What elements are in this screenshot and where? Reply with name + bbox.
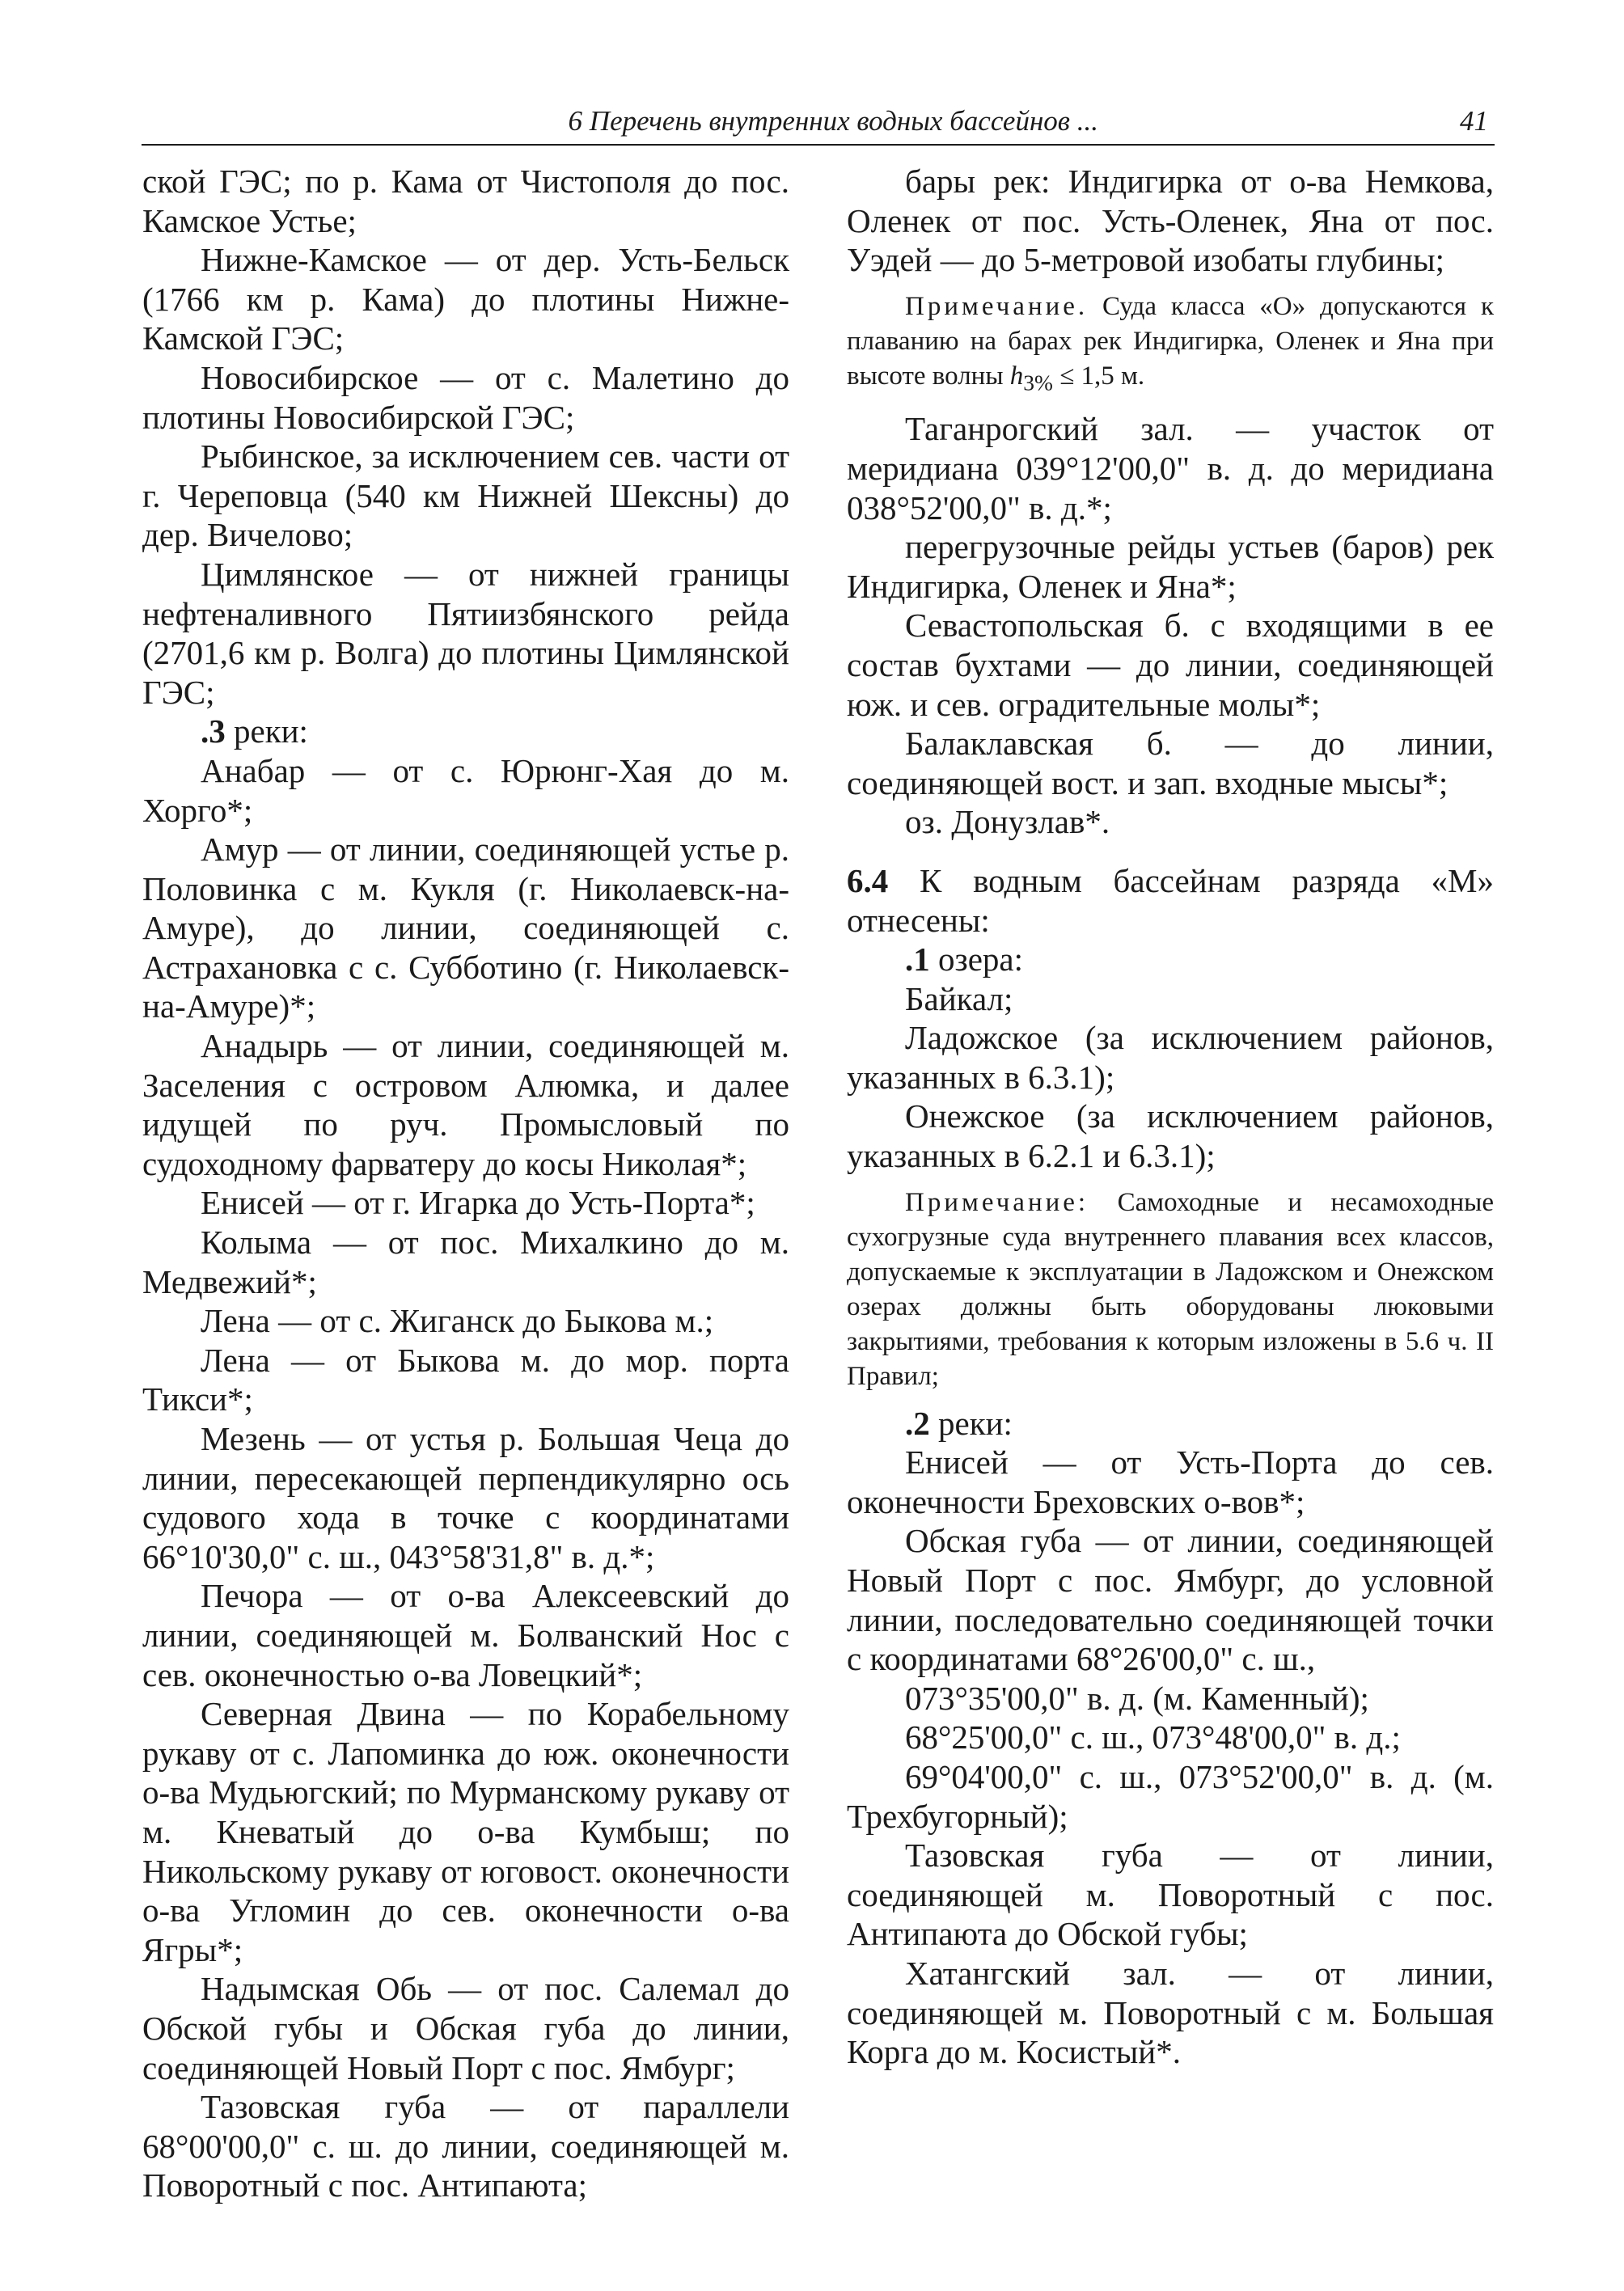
paragraph: Новосибирское — от с. Малетино до плотины Новосибирской ГЭС; [142,358,789,436]
left-column [142,162,789,2205]
paragraph: Онежское (за исключением районов, указанных в 6.2.1 и 6.3.1); [847,1097,1494,1175]
paragraph: Енисей — от Усть-Порта до сев. оконечности Бреховских о-вов*; [847,1443,1494,1520]
heading-text: реки: [225,712,308,750]
paragraph: Тазовская губа — от линии, соединяющей м. Поворотный с пос. Антипаюта до Обской губы; [847,1837,1494,1953]
paragraph: Севастопольская б. с входящими в ее состав бухтами — до линии, соединяющей юж. и сев. оградительные молы*; [847,607,1494,723]
paragraph: Колыма — от пос. Михалкино до м. Медвежий*; [142,1224,789,1300]
paragraph: Балаклавская б. — до линии, соединяющей вост. и зап. входные мысы*; [847,725,1494,801]
note-variable: h [1009,361,1024,391]
paragraph: Байкал; [905,979,1013,1017]
paragraph: Таганрогский зал. — участок от меридиана 039°12'00,0" в. д. до меридиана 038°52'00,0" в. д.*; [847,410,1494,526]
paragraph: Северная Двина — по Корабельному рукаву от с. Лапоминка до юж. оконечности о-ва Мудьюгский; по Мурманскому рукаву от м. Кневатый до о-ва Кумбыш; по Никольскому рукаву от юговост. оконечности о-ва Угломин до сев. оконечности о-ва Ягры*; [142,1695,789,1968]
note-text: Суда класса «О» допускаются к плаванию на барах рек Индигирка, Оленек и Яна при высоте волны [847,291,1494,391]
item-number: .1 [905,940,930,979]
paragraph: Надымская Обь — от пос. Салемал до Обской губы и Обская губа до линии, соединяющей Новый Порт с пос. Ямбург; [142,1970,789,2086]
heading-text: озера: [929,940,1023,979]
section-heading [847,861,1494,940]
rivers-heading [142,712,789,751]
section-text: К водным бассейнам разряда «М» отнесены: [847,861,1494,939]
paragraph: Анабар — от с. Юрюнг-Хая до м. Хорго*; [142,751,789,829]
paragraph: оз. Донузлав*. [905,803,1110,841]
paragraph: Енисей — от г. Игарка до Усть-Порта*; [201,1184,755,1222]
paragraph: перегрузочные рейды устьев (баров) рек Индигирка, Оленек и Яна*; [847,528,1494,605]
paragraph: 69°04'00,0" с. ш., 073°52'00,0" в. д. (м. Трехбугорный); [847,1758,1494,1835]
page-number: 41 [1460,105,1488,137]
paragraph: Нижне-Камское — от дер. Усть-Бельск (1766 км р. Кама) до плотины Нижне-Камской ГЭС; [142,241,789,357]
right-column [847,162,1494,2072]
page-header [142,104,1495,146]
paragraph: ской ГЭС; по р. Кама от Чистополя до пос. Камское Устье; [142,163,789,239]
paragraph: Тазовская губа — от параллели 68°00'00,0" с. ш. до линии, соединяющей м. Поворотный с пос. Антипаюта; [142,2088,789,2204]
running-title: 6 Перечень внутренних водных бассейнов ... [568,105,1098,137]
paragraph: Печора — от о-ва Алексеевский до линии, соединяющей м. Болванский Нос с сев. оконечностью о-ва Ловецкий*; [142,1577,789,1693]
item-number: .3 [201,712,226,750]
paragraph: Мезень — от устья р. Большая Чеца до линии, пересекающей перпендикулярно ось судового хода в точке с координатами 66°10'30,0" с. ш., 043°58'31,8" в. д.*; [142,1420,789,1575]
paragraph: Лена — от Быкова м. до мор. порта Тикси*; [142,1341,789,1418]
note-tail: ≤ 1,5 м. [1052,361,1145,391]
paragraph: Амур — от линии, соединяющей устье р. Половинка с м. Кукля (г. Николаевск-на-Амуре), до линии, соединяющей с. Астрахановка с с. Субботино (г. Николаевск-на-Амуре)*; [142,831,789,1025]
note-text: Самоходные и несамоходные сухогрузные суда внутреннего плавания всех классов, допускаемые к эксплуатации в Ладожском и Онежском озерах должны быть оборудованы люковыми закрытиями, требования к которым изложены в 5.6 ч. II Правил; [847,1187,1494,1391]
lakes-heading [847,940,1494,979]
paragraph: Лена — от с. Жиганск до Быкова м.; [201,1302,714,1340]
item-number: .2 [905,1404,930,1442]
paragraph: 073°35'00,0" в. д. (м. Каменный); [905,1679,1369,1717]
note-label: Примечание. [905,291,1089,321]
note-label: Примечание: [905,1187,1089,1217]
note [847,290,1494,400]
paragraph: 68°25'00,0" с. ш., 073°48'00,0" в. д.; [905,1718,1401,1756]
paragraph: Рыбинское, за исключением сев. части от г. Череповца (540 км Нижней Шексны) до дер. Вичелово; [142,437,789,554]
paragraph: Ладожское (за исключением районов, указанных в 6.3.1); [847,1019,1494,1096]
paragraph: Хатангский зал. — от линии, соединяющей м. Поворотный с м. Большая Корга до м. Косистый*. [847,1954,1494,2071]
heading-text: реки: [929,1404,1013,1442]
paragraph: Обская губа — от линии, соединяющей Новый Порт с пос. Ямбург, до условной линии, последовательно соединяющей точки с координатами 68°26'00,0" с. ш., [847,1522,1494,1678]
paragraph: Цимлянское — от нижней границы нефтеналивного Пятиизбянского рейда (2701,6 км р. Волга) до плотины Цимлянской ГЭС; [142,555,789,711]
paragraph: Анадырь — от линии, соединяющей м. Заселения с островом Алюмка, и далее идущей по руч. Промысловый по судоходному фарватеру до косы Николая*; [142,1027,789,1182]
paragraph: бары рек: Индигирка от о-ва Немкова, Оленек от пос. Усть-Оленек, Яна от пос. Уэдей — до 5-метровой изобаты глубины; [847,163,1494,279]
note [847,1186,1494,1394]
rivers-heading [847,1404,1494,1443]
section-number: 6.4 [847,861,889,899]
note-subscript: 3% [1023,370,1053,395]
